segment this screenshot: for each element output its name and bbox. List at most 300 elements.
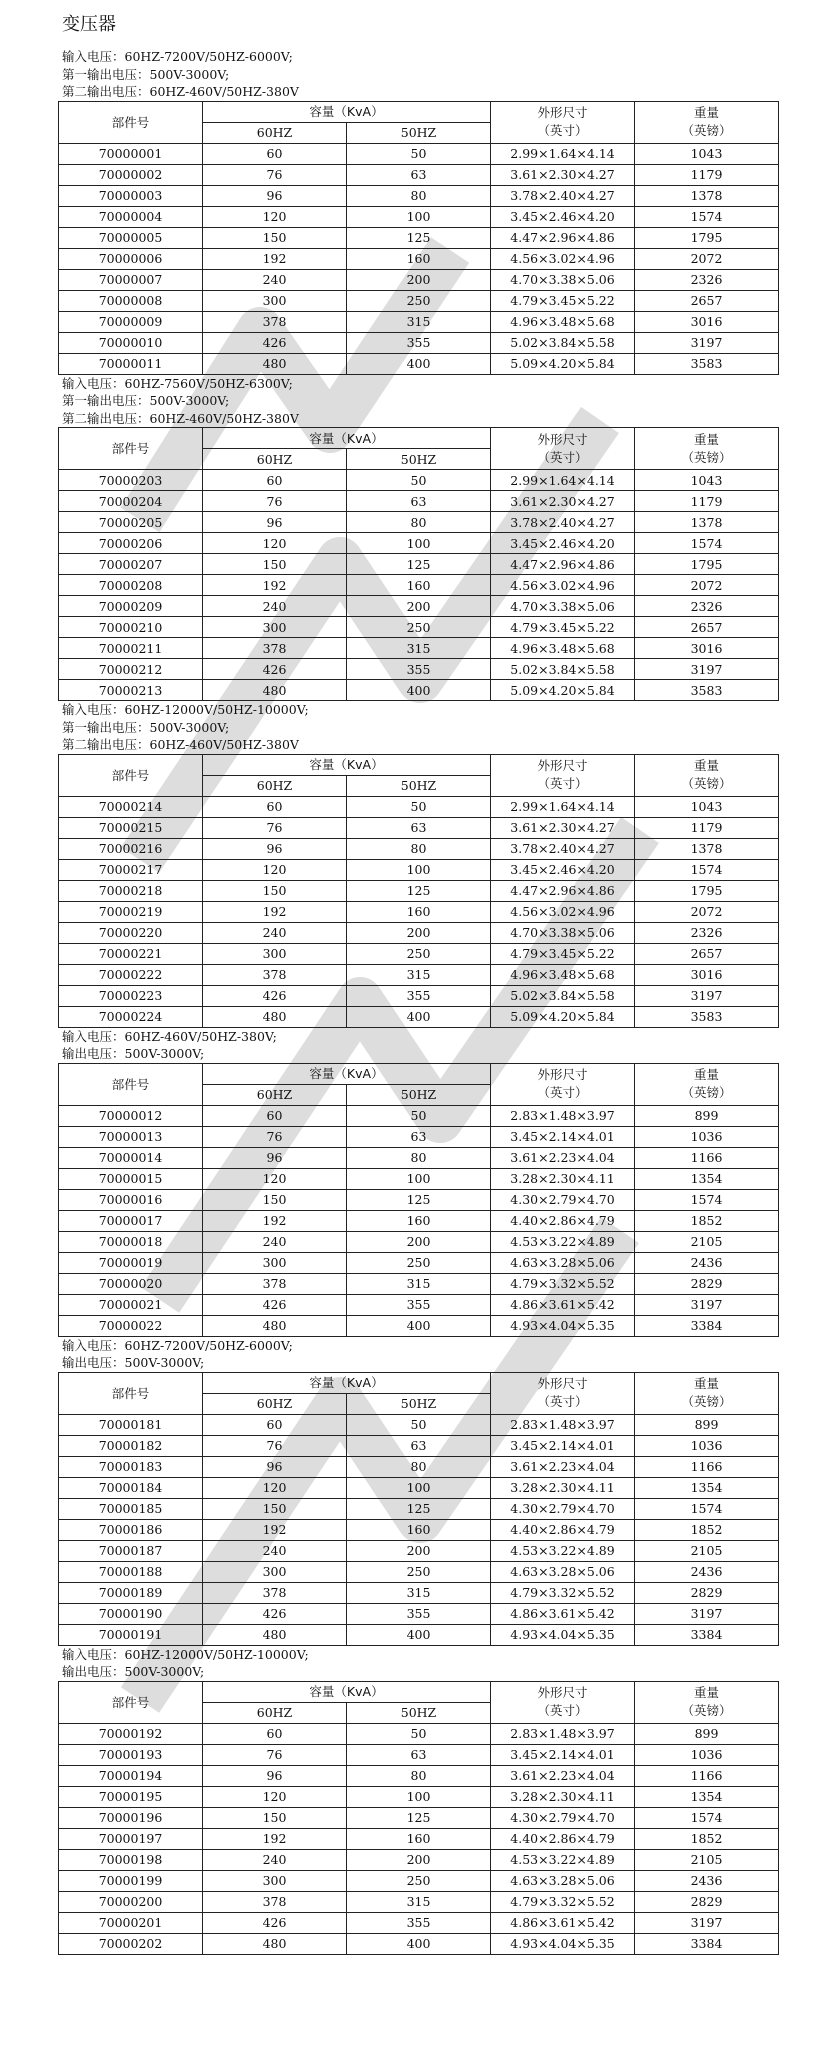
- spec-value: 60HZ-7200V/50HZ-6000V;: [124, 1337, 293, 1353]
- capacity-60hz-cell: 120: [203, 859, 347, 880]
- capacity-60hz-cell: 76: [203, 1435, 347, 1456]
- part-number-cell: 70000006: [59, 248, 203, 269]
- table-row: [59, 1933, 779, 1954]
- part-number-cell: 70000209: [59, 596, 203, 617]
- dimensions-cell: 2.83×1.48×3.97: [491, 1723, 635, 1744]
- spec-label: 输入电压：: [62, 375, 125, 391]
- weight-cell: 2829: [635, 1891, 779, 1912]
- spec-table: [58, 1372, 779, 1646]
- part-number-cell: 70000199: [59, 1870, 203, 1891]
- part-number-cell: 70000200: [59, 1891, 203, 1912]
- table-row: [59, 943, 779, 964]
- dimensions-cell: 2.99×1.64×4.14: [491, 143, 635, 164]
- capacity-50hz-cell: 315: [347, 311, 491, 332]
- capacity-60hz-cell: 426: [203, 1294, 347, 1315]
- weight-cell: 1574: [635, 1189, 779, 1210]
- dimensions-cell: 5.09×4.20×5.84: [491, 1006, 635, 1027]
- header-60hz: 60HZ: [203, 1702, 347, 1723]
- header-part-no: 部件号: [59, 1372, 203, 1414]
- table-row: [59, 880, 779, 901]
- part-number-cell: 70000012: [59, 1105, 203, 1126]
- table-row: [59, 817, 779, 838]
- dimensions-cell: 4.96×3.48×5.68: [491, 964, 635, 985]
- header-dims-unit: （英寸）: [537, 776, 588, 791]
- weight-cell: 2105: [635, 1540, 779, 1561]
- table-row: [59, 1603, 779, 1624]
- weight-cell: 2657: [635, 290, 779, 311]
- dimensions-cell: 4.56×3.02×4.96: [491, 248, 635, 269]
- weight-cell: 1043: [635, 796, 779, 817]
- table-row: [59, 1582, 779, 1603]
- capacity-50hz-cell: 160: [347, 901, 491, 922]
- capacity-60hz-cell: 378: [203, 1582, 347, 1603]
- table-row: [59, 227, 779, 248]
- header-capacity: 容量（KvA）: [203, 1063, 491, 1084]
- spec-line: [62, 410, 793, 428]
- weight-cell: 2326: [635, 922, 779, 943]
- part-number-cell: 70000182: [59, 1435, 203, 1456]
- part-number-cell: 70000206: [59, 533, 203, 554]
- table-row: [59, 470, 779, 491]
- spec-section: [62, 1646, 793, 1955]
- capacity-60hz-cell: 76: [203, 1126, 347, 1147]
- dimensions-cell: 2.99×1.64×4.14: [491, 796, 635, 817]
- header-60hz: 60HZ: [203, 449, 347, 470]
- table-row: [59, 838, 779, 859]
- dimensions-cell: 4.70×3.38×5.06: [491, 922, 635, 943]
- table-row: [59, 269, 779, 290]
- capacity-60hz-cell: 378: [203, 1273, 347, 1294]
- spec-value: 60HZ-460V/50HZ-380V: [149, 410, 299, 426]
- part-number-cell: 70000202: [59, 1933, 203, 1954]
- dimensions-cell: 3.45×2.14×4.01: [491, 1435, 635, 1456]
- spec-line: [62, 83, 793, 101]
- table-row: [59, 1912, 779, 1933]
- capacity-60hz-cell: 300: [203, 617, 347, 638]
- capacity-60hz-cell: 120: [203, 206, 347, 227]
- capacity-50hz-cell: 80: [347, 838, 491, 859]
- spec-value: 60HZ-460V/50HZ-380V: [149, 737, 299, 752]
- weight-cell: 1574: [635, 1498, 779, 1519]
- dimensions-cell: 4.53×3.22×4.89: [491, 1540, 635, 1561]
- table-row: [59, 596, 779, 617]
- capacity-60hz-cell: 120: [203, 1786, 347, 1807]
- dimensions-cell: 4.79×3.32×5.52: [491, 1891, 635, 1912]
- part-number-cell: 70000014: [59, 1147, 203, 1168]
- part-number-cell: 70000224: [59, 1006, 203, 1027]
- header-capacity: 容量（KvA）: [203, 1372, 491, 1393]
- part-number-cell: 70000196: [59, 1807, 203, 1828]
- header-part-no: 部件号: [59, 428, 203, 470]
- header-weight-unit: （英镑）: [681, 449, 732, 465]
- capacity-50hz-cell: 80: [347, 512, 491, 533]
- header-weight-label: 重量: [693, 1376, 719, 1391]
- table-row: [59, 311, 779, 332]
- table-row: [59, 554, 779, 575]
- part-number-cell: 70000221: [59, 943, 203, 964]
- capacity-60hz-cell: 120: [203, 1168, 347, 1189]
- dimensions-cell: 3.61×2.30×4.27: [491, 817, 635, 838]
- spec-label: 输入电压：: [62, 1337, 125, 1353]
- spec-label: 输出电压：: [62, 1046, 125, 1061]
- table-row: [59, 1294, 779, 1315]
- capacity-60hz-cell: 480: [203, 1933, 347, 1954]
- weight-cell: 3197: [635, 1294, 779, 1315]
- capacity-60hz-cell: 240: [203, 1540, 347, 1561]
- header-60hz: 60HZ: [203, 1393, 347, 1414]
- weight-cell: 2072: [635, 575, 779, 596]
- part-number-cell: 70000207: [59, 554, 203, 575]
- spec-line: [62, 736, 793, 754]
- part-number-cell: 70000008: [59, 290, 203, 311]
- weight-cell: 1354: [635, 1168, 779, 1189]
- dimensions-cell: 5.02×3.84×5.58: [491, 985, 635, 1006]
- part-number-cell: 70000197: [59, 1828, 203, 1849]
- header-weight-unit: （英镑）: [681, 1085, 732, 1100]
- part-number-cell: 70000015: [59, 1168, 203, 1189]
- spec-value: 60HZ-460V/50HZ-380V;: [124, 1028, 277, 1044]
- capacity-60hz-cell: 76: [203, 1744, 347, 1765]
- part-number-cell: 70000181: [59, 1414, 203, 1435]
- capacity-50hz-cell: 50: [347, 470, 491, 491]
- part-number-cell: 70000192: [59, 1723, 203, 1744]
- table-row: [59, 533, 779, 554]
- table-row: [59, 1891, 779, 1912]
- header-weight-label: 重量: [693, 1685, 719, 1700]
- dimensions-cell: 4.93×4.04×5.35: [491, 1315, 635, 1336]
- dimensions-cell: 3.45×2.46×4.20: [491, 206, 635, 227]
- spec-line: [62, 1045, 793, 1063]
- table-row: [59, 164, 779, 185]
- table-row: [59, 985, 779, 1006]
- part-number-cell: 70000218: [59, 880, 203, 901]
- dimensions-cell: 5.02×3.84×5.58: [491, 332, 635, 353]
- part-number-cell: 70000215: [59, 817, 203, 838]
- dimensions-cell: 4.96×3.48×5.68: [491, 311, 635, 332]
- part-number-cell: 70000212: [59, 659, 203, 680]
- weight-cell: 1852: [635, 1828, 779, 1849]
- header-weight-label: 重量: [693, 431, 719, 447]
- table-row: [59, 491, 779, 512]
- weight-cell: 1852: [635, 1210, 779, 1231]
- part-number-cell: 70000198: [59, 1849, 203, 1870]
- spec-line: [62, 66, 793, 84]
- header-capacity: 容量（KvA）: [203, 754, 491, 775]
- part-number-cell: 70000204: [59, 491, 203, 512]
- dimensions-cell: 3.61×2.23×4.04: [491, 1456, 635, 1477]
- spec-label: 输出电压：: [62, 1355, 125, 1370]
- part-number-cell: 70000222: [59, 964, 203, 985]
- spec-line: [62, 701, 793, 719]
- table-row: [59, 796, 779, 817]
- header-weight-unit: （英镑）: [681, 1394, 732, 1409]
- capacity-60hz-cell: 150: [203, 1189, 347, 1210]
- dimensions-cell: 4.47×2.96×4.86: [491, 227, 635, 248]
- dimensions-cell: 4.40×2.86×4.79: [491, 1519, 635, 1540]
- capacity-60hz-cell: 480: [203, 680, 347, 701]
- header-dims: [491, 1372, 635, 1414]
- weight-cell: 2829: [635, 1582, 779, 1603]
- spec-value: 60HZ-7560V/50HZ-6300V;: [124, 375, 293, 391]
- dimensions-cell: 4.70×3.38×5.06: [491, 596, 635, 617]
- header-50hz: 50HZ: [347, 122, 491, 143]
- capacity-60hz-cell: 300: [203, 1561, 347, 1582]
- dimensions-cell: 3.78×2.40×4.27: [491, 185, 635, 206]
- header-dims-label: 外形尺寸: [537, 1685, 588, 1700]
- header-weight-label: 重量: [693, 1067, 719, 1082]
- weight-cell: 1166: [635, 1765, 779, 1786]
- table-row: [59, 859, 779, 880]
- weight-cell: 1354: [635, 1786, 779, 1807]
- spec-label: 第二输出电压：: [62, 84, 150, 99]
- capacity-60hz-cell: 192: [203, 575, 347, 596]
- table-row: [59, 1456, 779, 1477]
- weight-cell: 1574: [635, 859, 779, 880]
- capacity-60hz-cell: 76: [203, 164, 347, 185]
- spec-label: 输出电压：: [62, 1664, 125, 1679]
- weight-cell: 3016: [635, 311, 779, 332]
- weight-cell: 1179: [635, 164, 779, 185]
- header-50hz: 50HZ: [347, 1084, 491, 1105]
- dimensions-cell: 3.61×2.23×4.04: [491, 1765, 635, 1786]
- capacity-50hz-cell: 160: [347, 1828, 491, 1849]
- table-row: [59, 922, 779, 943]
- capacity-60hz-cell: 378: [203, 311, 347, 332]
- dimensions-cell: 4.96×3.48×5.68: [491, 638, 635, 659]
- capacity-50hz-cell: 400: [347, 1315, 491, 1336]
- capacity-50hz-cell: 50: [347, 1414, 491, 1435]
- spec-label: 第一输出电压：: [62, 393, 150, 408]
- spec-label: 第一输出电压：: [62, 719, 150, 735]
- spec-section: [62, 375, 793, 702]
- capacity-60hz-cell: 150: [203, 1807, 347, 1828]
- spec-label: 第二输出电压：: [62, 737, 150, 752]
- capacity-60hz-cell: 480: [203, 353, 347, 374]
- table-row: [59, 1189, 779, 1210]
- capacity-60hz-cell: 60: [203, 1414, 347, 1435]
- part-number-cell: 70000205: [59, 512, 203, 533]
- capacity-50hz-cell: 355: [347, 659, 491, 680]
- table-row: [59, 143, 779, 164]
- part-number-cell: 70000183: [59, 1456, 203, 1477]
- header-dims-label: 外形尺寸: [537, 431, 588, 447]
- capacity-50hz-cell: 200: [347, 1231, 491, 1252]
- capacity-50hz-cell: 355: [347, 1294, 491, 1315]
- capacity-60hz-cell: 192: [203, 901, 347, 922]
- capacity-60hz-cell: 96: [203, 512, 347, 533]
- header-weight-label: 重量: [693, 105, 719, 120]
- spec-line: [62, 1337, 793, 1355]
- table-row: [59, 1561, 779, 1582]
- table-row: [59, 1723, 779, 1744]
- weight-cell: 2436: [635, 1870, 779, 1891]
- table-row: [59, 638, 779, 659]
- table-row: [59, 1315, 779, 1336]
- capacity-50hz-cell: 400: [347, 680, 491, 701]
- capacity-60hz-cell: 76: [203, 817, 347, 838]
- capacity-50hz-cell: 80: [347, 1147, 491, 1168]
- capacity-60hz-cell: 192: [203, 1210, 347, 1231]
- spec-value: 60HZ-7200V/50HZ-6000V;: [124, 49, 293, 64]
- dimensions-cell: 3.45×2.46×4.20: [491, 533, 635, 554]
- capacity-50hz-cell: 63: [347, 491, 491, 512]
- capacity-60hz-cell: 120: [203, 533, 347, 554]
- weight-cell: 1378: [635, 185, 779, 206]
- capacity-60hz-cell: 150: [203, 1498, 347, 1519]
- capacity-60hz-cell: 426: [203, 659, 347, 680]
- capacity-60hz-cell: 76: [203, 491, 347, 512]
- dimensions-cell: 3.61×2.30×4.27: [491, 491, 635, 512]
- dimensions-cell: 4.79×3.32×5.52: [491, 1582, 635, 1603]
- weight-cell: 1036: [635, 1435, 779, 1456]
- capacity-50hz-cell: 355: [347, 332, 491, 353]
- dimensions-cell: 4.79×3.45×5.22: [491, 290, 635, 311]
- capacity-60hz-cell: 378: [203, 638, 347, 659]
- part-number-cell: 70000195: [59, 1786, 203, 1807]
- weight-cell: 1378: [635, 512, 779, 533]
- dimensions-cell: 5.09×4.20×5.84: [491, 680, 635, 701]
- page-title: 变压器: [62, 14, 116, 35]
- spec-table: [58, 1063, 779, 1337]
- header-dims: [491, 101, 635, 143]
- capacity-50hz-cell: 200: [347, 1540, 491, 1561]
- weight-cell: 1574: [635, 206, 779, 227]
- part-number-cell: 70000009: [59, 311, 203, 332]
- header-weight-unit: （英镑）: [681, 776, 732, 791]
- table-row: [59, 575, 779, 596]
- part-number-cell: 70000003: [59, 185, 203, 206]
- table-row: [59, 353, 779, 374]
- header-capacity: 容量（KvA）: [203, 101, 491, 122]
- part-number-cell: 70000022: [59, 1315, 203, 1336]
- header-dims-label: 外形尺寸: [537, 1067, 588, 1082]
- dimensions-cell: 4.53×3.22×4.89: [491, 1231, 635, 1252]
- capacity-60hz-cell: 60: [203, 470, 347, 491]
- capacity-60hz-cell: 240: [203, 922, 347, 943]
- capacity-60hz-cell: 192: [203, 248, 347, 269]
- part-number-cell: 70000016: [59, 1189, 203, 1210]
- part-number-cell: 70000001: [59, 143, 203, 164]
- spec-label: 输入电压：: [62, 49, 125, 64]
- part-number-cell: 70000214: [59, 796, 203, 817]
- table-row: [59, 901, 779, 922]
- header-dims: [491, 1063, 635, 1105]
- part-number-cell: 70000208: [59, 575, 203, 596]
- part-number-cell: 70000184: [59, 1477, 203, 1498]
- spec-line: [62, 1646, 793, 1664]
- part-number-cell: 70000194: [59, 1765, 203, 1786]
- weight-cell: 3384: [635, 1933, 779, 1954]
- dimensions-cell: 3.45×2.46×4.20: [491, 859, 635, 880]
- header-part-no: 部件号: [59, 754, 203, 796]
- table-row: [59, 1828, 779, 1849]
- header-60hz: 60HZ: [203, 122, 347, 143]
- dimensions-cell: 3.61×2.30×4.27: [491, 164, 635, 185]
- part-number-cell: 70000002: [59, 164, 203, 185]
- table-row: [59, 1744, 779, 1765]
- capacity-60hz-cell: 60: [203, 1723, 347, 1744]
- spec-label: 第二输出电压：: [62, 410, 150, 426]
- spec-value: 500V-3000V;: [149, 719, 230, 735]
- header-capacity: 容量（KvA）: [203, 428, 491, 449]
- weight-cell: 1574: [635, 533, 779, 554]
- weight-cell: 3583: [635, 680, 779, 701]
- header-dims-unit: （英寸）: [537, 1703, 588, 1718]
- dimensions-cell: 3.45×2.14×4.01: [491, 1744, 635, 1765]
- capacity-60hz-cell: 150: [203, 554, 347, 575]
- capacity-60hz-cell: 192: [203, 1519, 347, 1540]
- dimensions-cell: 3.28×2.30×4.11: [491, 1786, 635, 1807]
- capacity-60hz-cell: 378: [203, 964, 347, 985]
- part-number-cell: 70000185: [59, 1498, 203, 1519]
- spec-section: [62, 1028, 793, 1337]
- header-dims-unit: （英寸）: [537, 1394, 588, 1409]
- spec-line: [62, 1663, 793, 1681]
- weight-cell: 899: [635, 1414, 779, 1435]
- header-dims-label: 外形尺寸: [537, 1376, 588, 1391]
- header-weight: [635, 1063, 779, 1105]
- header-dims: [491, 1681, 635, 1723]
- spec-line: [62, 392, 793, 410]
- header-50hz: 50HZ: [347, 449, 491, 470]
- dimensions-cell: 3.78×2.40×4.27: [491, 512, 635, 533]
- capacity-60hz-cell: 426: [203, 985, 347, 1006]
- spec-label: 输入电压：: [62, 702, 125, 717]
- weight-cell: 1166: [635, 1456, 779, 1477]
- table-row: [59, 1765, 779, 1786]
- table-row: [59, 1477, 779, 1498]
- dimensions-cell: 4.47×2.96×4.86: [491, 880, 635, 901]
- header-50hz: 50HZ: [347, 1702, 491, 1723]
- dimensions-cell: 4.63×3.28×5.06: [491, 1561, 635, 1582]
- capacity-50hz-cell: 50: [347, 1105, 491, 1126]
- dimensions-cell: 4.79×3.45×5.22: [491, 617, 635, 638]
- part-number-cell: 70000219: [59, 901, 203, 922]
- capacity-50hz-cell: 250: [347, 617, 491, 638]
- spec-section: [62, 701, 793, 1028]
- table-row: [59, 1807, 779, 1828]
- dimensions-cell: 4.40×2.86×4.79: [491, 1210, 635, 1231]
- spec-table: [58, 754, 779, 1028]
- weight-cell: 1036: [635, 1744, 779, 1765]
- weight-cell: 1852: [635, 1519, 779, 1540]
- weight-cell: 3016: [635, 964, 779, 985]
- capacity-60hz-cell: 96: [203, 838, 347, 859]
- part-number-cell: 70000017: [59, 1210, 203, 1231]
- capacity-50hz-cell: 355: [347, 1912, 491, 1933]
- capacity-60hz-cell: 60: [203, 143, 347, 164]
- header-capacity: 容量（KvA）: [203, 1681, 491, 1702]
- weight-cell: 1179: [635, 491, 779, 512]
- capacity-50hz-cell: 250: [347, 943, 491, 964]
- weight-cell: 3016: [635, 638, 779, 659]
- header-dims-label: 外形尺寸: [537, 758, 588, 773]
- weight-cell: 2657: [635, 943, 779, 964]
- spec-value: 500V-3000V;: [124, 1355, 205, 1370]
- capacity-50hz-cell: 160: [347, 1519, 491, 1540]
- spec-line: [62, 1354, 793, 1372]
- part-number-cell: 70000189: [59, 1582, 203, 1603]
- capacity-50hz-cell: 200: [347, 922, 491, 943]
- part-number-cell: 70000213: [59, 680, 203, 701]
- part-number-cell: 70000011: [59, 353, 203, 374]
- weight-cell: 3197: [635, 1603, 779, 1624]
- capacity-50hz-cell: 200: [347, 596, 491, 617]
- part-number-cell: 70000201: [59, 1912, 203, 1933]
- capacity-60hz-cell: 300: [203, 943, 347, 964]
- capacity-50hz-cell: 400: [347, 353, 491, 374]
- part-number-cell: 70000223: [59, 985, 203, 1006]
